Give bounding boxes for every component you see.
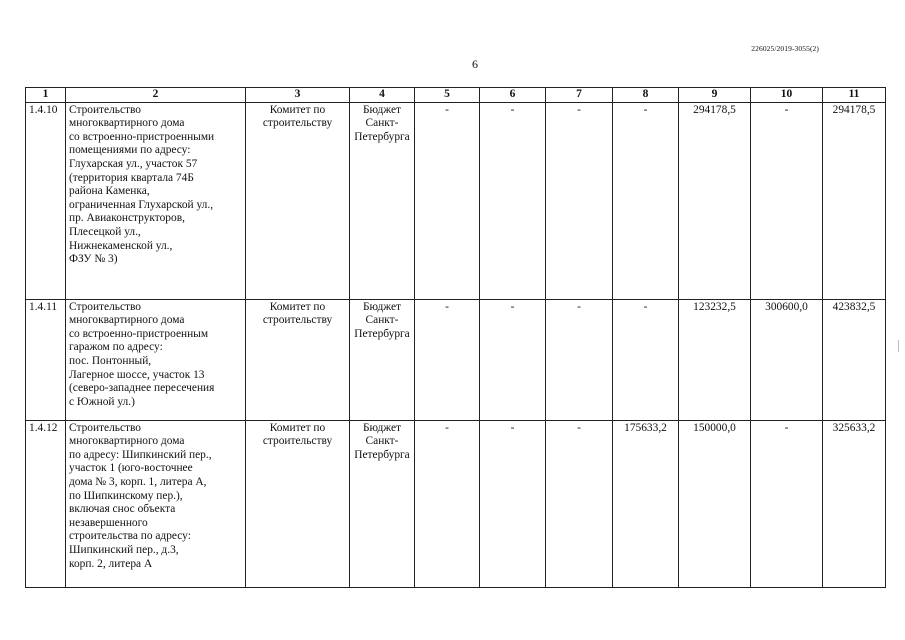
column-header: 3 xyxy=(246,88,350,103)
table-row xyxy=(26,102,886,299)
row-description: Строительство многоквартирного дома со встроенно-пристроенными помещениями по адресу: Глухарская ул., участок 57 (территория квартала 74Б района Каменка, ограниченная Глухарской ул., пр. Авиаконструкторов, Плесецкой ул., Нижнекаменской ул., ФЗУ № 3) xyxy=(66,102,246,299)
cell-col8: - xyxy=(613,102,679,299)
cell-col5: - xyxy=(415,299,480,420)
column-header: 10 xyxy=(751,88,823,103)
table-row xyxy=(26,420,886,587)
row-budget: Бюджет Санкт- Петербурга xyxy=(350,420,415,587)
column-header: 8 xyxy=(613,88,679,103)
row-description: Строительство многоквартирного дома со встроенно-пристроенным гаражом по адресу: пос. Понтонный, Лагерное шоссе, участок 13 (северо-западнее пересечения с Южной ул.) xyxy=(66,299,246,420)
cell-col9: 294178,5 xyxy=(679,102,751,299)
cell-col5: - xyxy=(415,102,480,299)
scan-artifact xyxy=(898,340,899,352)
cell-col8: - xyxy=(613,299,679,420)
data-table xyxy=(25,87,886,588)
row-number: 1.4.12 xyxy=(26,420,66,587)
row-description: Строительство многоквартирного дома по адресу: Шипкинский пер., участок 1 (юго-восточнее дома № 3, корп. 1, литера А, по Шипкинскому пер.), включая снос объекта незавершенного строительства по адресу: Шипкинский пер., д.3, корп. 2, литера А xyxy=(66,420,246,587)
column-header: 11 xyxy=(823,88,886,103)
column-header: 2 xyxy=(66,88,246,103)
cell-col6: - xyxy=(480,299,546,420)
column-header: 6 xyxy=(480,88,546,103)
cell-col11: 423832,5 xyxy=(823,299,886,420)
row-committee: Комитет по строительству xyxy=(246,102,350,299)
cell-col6: - xyxy=(480,102,546,299)
cell-col8: 175633,2 xyxy=(613,420,679,587)
row-number: 1.4.11 xyxy=(26,299,66,420)
cell-col10: 300600,0 xyxy=(751,299,823,420)
cell-col7: - xyxy=(546,420,613,587)
column-header: 7 xyxy=(546,88,613,103)
page-number: 6 xyxy=(472,57,478,71)
row-committee: Комитет по строительству xyxy=(246,299,350,420)
cell-col9: 150000,0 xyxy=(679,420,751,587)
cell-col5: - xyxy=(415,420,480,587)
column-header: 5 xyxy=(415,88,480,103)
cell-col6: - xyxy=(480,420,546,587)
row-budget: Бюджет Санкт- Петербурга xyxy=(350,299,415,420)
row-committee: Комитет по строительству xyxy=(246,420,350,587)
table-row xyxy=(26,299,886,420)
cell-col11: 325633,2 xyxy=(823,420,886,587)
column-header: 4 xyxy=(350,88,415,103)
cell-col7: - xyxy=(546,299,613,420)
cell-col11: 294178,5 xyxy=(823,102,886,299)
column-header: 9 xyxy=(679,88,751,103)
column-header: 1 xyxy=(26,88,66,103)
row-budget: Бюджет Санкт- Петербурга xyxy=(350,102,415,299)
cell-col9: 123232,5 xyxy=(679,299,751,420)
cell-col10: - xyxy=(751,102,823,299)
header-row xyxy=(26,88,886,103)
cell-col7: - xyxy=(546,102,613,299)
cell-col10: - xyxy=(751,420,823,587)
document-id: 226025/2019-3055(2) xyxy=(751,44,819,53)
row-number: 1.4.10 xyxy=(26,102,66,299)
